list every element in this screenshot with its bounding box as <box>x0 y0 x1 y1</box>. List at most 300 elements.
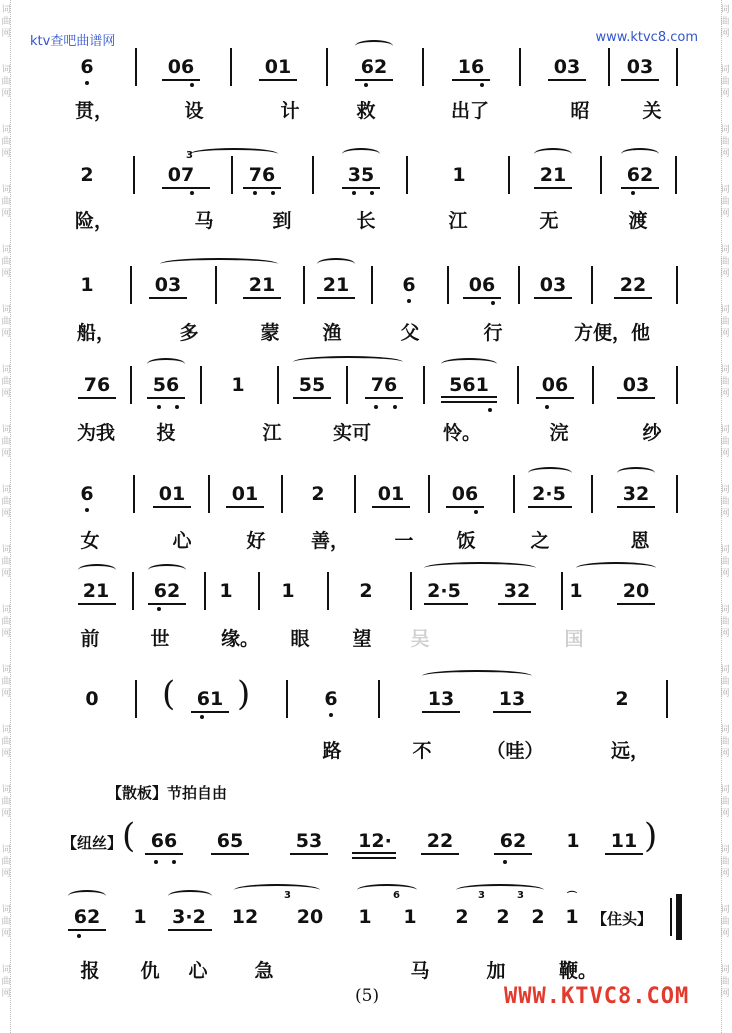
slur <box>234 884 320 896</box>
notation-line-8 <box>0 890 732 938</box>
underline <box>145 853 183 855</box>
lyric: 贯， <box>74 100 114 122</box>
lyric: 方便，他 <box>573 322 651 344</box>
page-number: (5) <box>355 986 380 1006</box>
note: 1 <box>358 906 372 928</box>
underline <box>355 79 393 81</box>
low-dot <box>407 299 411 303</box>
brand-logo[interactable]: WWW.KTVC8.COM <box>504 984 690 1009</box>
barline <box>354 475 356 513</box>
lyric: 善， <box>310 530 350 552</box>
open-paren: ( <box>122 816 136 856</box>
lyric: 报 <box>80 960 100 982</box>
underline <box>211 853 249 855</box>
underline <box>617 506 655 508</box>
lyric: 饭 <box>456 530 476 552</box>
lyric: 多 <box>179 322 199 344</box>
underline <box>617 397 655 399</box>
watermark-text: 词 曲 网 <box>720 185 730 219</box>
lyric: 急 <box>254 960 274 982</box>
barline <box>670 898 672 936</box>
lyric-line-3 <box>0 318 732 358</box>
barline <box>675 156 677 194</box>
note: 2 <box>496 906 510 928</box>
note: 0 <box>85 688 99 710</box>
underline <box>243 187 281 189</box>
notation-line-4 <box>0 366 732 406</box>
slur <box>317 258 355 270</box>
lyric: 昭 <box>570 100 590 122</box>
note: 1 <box>569 580 583 602</box>
low-dot <box>157 405 161 409</box>
note: 66 <box>150 830 178 852</box>
note: 76 <box>370 374 398 396</box>
barline <box>258 572 260 610</box>
lyric: 眼 <box>290 628 310 650</box>
grace-note: 6 <box>393 890 400 901</box>
lyric: 缘。 <box>220 628 260 650</box>
notation-line-1 <box>0 48 732 88</box>
note: 76 <box>83 374 111 396</box>
low-dot <box>190 83 194 87</box>
lyric: 心 <box>172 530 192 552</box>
barline <box>410 572 412 610</box>
lyric: 投 <box>156 422 176 444</box>
underline <box>494 853 532 855</box>
barline <box>518 266 520 304</box>
watermark-text: 词 曲 网 <box>720 605 730 639</box>
underline <box>365 397 403 399</box>
final-barline <box>676 894 682 940</box>
lyric: 关 <box>642 100 662 122</box>
barline <box>517 366 519 404</box>
fermata-icon: ⌒ <box>567 892 577 903</box>
slur <box>621 148 659 160</box>
underline <box>78 603 116 605</box>
underline <box>78 397 116 399</box>
low-dot <box>364 83 368 87</box>
underline <box>463 297 501 299</box>
barline <box>327 572 329 610</box>
tempo-label: 【散板】节拍自由 <box>107 784 228 802</box>
low-dot <box>545 405 549 409</box>
barline <box>676 366 678 404</box>
slur <box>293 356 403 368</box>
note: 32 <box>622 483 650 505</box>
grace-note: 3 <box>284 890 291 901</box>
barline <box>406 156 408 194</box>
low-dot <box>85 508 89 512</box>
underline <box>243 297 281 299</box>
header-site-url[interactable]: www.ktvc8.com <box>595 30 698 45</box>
lyric: 鞭。 <box>558 960 598 982</box>
lyric-line-7 <box>0 736 732 776</box>
low-dot <box>352 191 356 195</box>
notation-line-2 <box>0 150 732 196</box>
note: 53 <box>295 830 323 852</box>
note: 16 <box>457 56 485 78</box>
lyric: 船， <box>76 322 116 344</box>
note: 01 <box>231 483 259 505</box>
lyric-line-4 <box>0 418 732 458</box>
slur <box>528 467 572 479</box>
barline <box>608 48 610 86</box>
watermark-text: 词 曲 网 <box>1 5 11 39</box>
underline <box>352 857 396 859</box>
lyric: 江 <box>448 210 468 232</box>
ending-label: 【住头】 <box>592 910 653 928</box>
low-dot <box>253 191 257 195</box>
notation-line-7 <box>0 674 732 720</box>
underline <box>534 187 572 189</box>
watermark-text: 词 曲 网 <box>1 605 11 639</box>
lyric: 险， <box>74 210 114 232</box>
lyric: 一 <box>394 530 414 552</box>
underline <box>614 297 652 299</box>
barline <box>130 266 132 304</box>
lyric: 浣 <box>549 422 569 444</box>
lyric: 加 <box>486 960 506 982</box>
slur <box>68 890 106 902</box>
barline <box>286 680 288 718</box>
watermark-text: 词 曲 网 <box>1 905 11 939</box>
slur <box>190 148 278 160</box>
note: 62 <box>73 906 101 928</box>
low-dot <box>631 191 635 195</box>
watermark-text: 词 曲 网 <box>1 725 11 759</box>
watermark-text: 词 曲 网 <box>1 365 11 399</box>
watermark-text: 词 曲 网 <box>1 305 11 339</box>
underline <box>342 187 380 189</box>
note: 03 <box>553 56 581 78</box>
underline <box>424 603 468 605</box>
watermark-text: 词 曲 网 <box>720 845 730 879</box>
lyric: 无 <box>539 210 559 232</box>
slur <box>617 467 655 479</box>
barline <box>666 680 668 718</box>
slur <box>357 884 417 896</box>
watermark-text: 词 曲 网 <box>720 725 730 759</box>
note: 12 <box>231 906 259 928</box>
note: 03 <box>622 374 650 396</box>
barline <box>561 572 563 610</box>
underline <box>452 79 490 81</box>
lyric: 救 <box>356 100 376 122</box>
note: 21 <box>322 274 350 296</box>
note: 61 <box>196 688 224 710</box>
note: 21 <box>539 164 567 186</box>
lyric: 出了 <box>450 100 490 122</box>
underline <box>153 506 191 508</box>
lyric: 望 <box>352 628 372 650</box>
note: 01 <box>377 483 405 505</box>
underline <box>446 506 484 508</box>
note: 21 <box>82 580 110 602</box>
note: 1 <box>231 374 245 396</box>
lyric: 江 <box>262 422 282 444</box>
underline <box>352 852 396 854</box>
lyric: 前 <box>80 628 100 650</box>
grace-note: 3 <box>186 150 193 161</box>
barline <box>208 475 210 513</box>
note: 35 <box>347 164 375 186</box>
lyric: 到 <box>272 210 292 232</box>
barline <box>591 266 593 304</box>
lyric: 不 <box>412 740 432 762</box>
lyric: 恩 <box>630 530 650 552</box>
barline <box>513 475 515 513</box>
low-dot <box>271 191 275 195</box>
note: 06 <box>468 274 496 296</box>
slur <box>168 890 212 902</box>
watermark-text: 词 曲 网 <box>1 665 11 699</box>
barline <box>600 156 602 194</box>
instrument-label: 【纽丝】 <box>62 834 123 852</box>
slur <box>355 40 393 52</box>
lyric-faded: 国 <box>564 628 584 650</box>
lyric: 马 <box>410 960 430 982</box>
watermark-text: 词 曲 网 <box>720 905 730 939</box>
watermark-text: 词 曲 网 <box>720 125 730 159</box>
lyric: 怜。 <box>442 422 482 444</box>
note: 01 <box>264 56 292 78</box>
underline <box>536 397 574 399</box>
low-dot <box>154 860 158 864</box>
note: 1 <box>133 906 147 928</box>
underline <box>317 297 355 299</box>
open-paren: ( <box>162 674 176 714</box>
lyric: 为我 <box>76 422 116 444</box>
underline <box>421 853 459 855</box>
underline <box>528 506 572 508</box>
low-dot <box>190 191 194 195</box>
note: 561 <box>449 374 489 396</box>
underline <box>68 929 106 931</box>
lyric-faded: 吴 <box>410 628 430 650</box>
underline <box>147 397 185 399</box>
note: 2 <box>615 688 629 710</box>
note: 03 <box>539 274 567 296</box>
underline <box>441 401 497 403</box>
watermark-text: 词 曲 网 <box>720 365 730 399</box>
note: 06 <box>451 483 479 505</box>
lyric: 实可 <box>332 422 372 444</box>
note: 1 <box>565 906 579 928</box>
note: 3·2 <box>172 906 206 928</box>
underline <box>148 603 186 605</box>
note: 2 <box>80 164 94 186</box>
low-dot <box>172 860 176 864</box>
barline <box>133 475 135 513</box>
note: 6 <box>402 274 416 296</box>
lyric: （哇） <box>486 740 544 762</box>
slur <box>160 258 278 270</box>
barline <box>592 366 594 404</box>
note: 06 <box>541 374 569 396</box>
low-dot <box>157 607 161 611</box>
lyric-line-1 <box>0 96 732 136</box>
note: 2 <box>359 580 373 602</box>
underline <box>534 297 572 299</box>
notation-line-5 <box>0 475 732 515</box>
underline <box>149 297 187 299</box>
watermark-text: 词 曲 网 <box>1 65 11 99</box>
note: 2·5 <box>532 483 566 505</box>
note: 76 <box>248 164 276 186</box>
note: 65 <box>216 830 244 852</box>
note: 2 <box>531 906 545 928</box>
watermark-text: 词 曲 网 <box>720 665 730 699</box>
barline <box>676 48 678 86</box>
lyric: 远， <box>610 740 650 762</box>
underline <box>191 711 229 713</box>
grace-note: 3 <box>517 890 524 901</box>
close-paren: ) <box>644 816 658 856</box>
lyric: 女 <box>80 530 100 552</box>
slur <box>456 884 544 896</box>
underline <box>548 79 586 81</box>
low-dot <box>374 405 378 409</box>
note: 2·5 <box>427 580 461 602</box>
barline <box>281 475 283 513</box>
watermark-text: 词 曲 网 <box>1 185 11 219</box>
watermark-text: 词 曲 网 <box>720 5 730 39</box>
barline <box>303 266 305 304</box>
note: 22 <box>619 274 647 296</box>
underline <box>621 187 659 189</box>
interlude-line <box>0 816 732 862</box>
header-site-name[interactable]: ktv查吧曲谱网 <box>30 34 116 49</box>
barline <box>346 366 348 404</box>
watermark-text: 词 曲 网 <box>1 845 11 879</box>
barline <box>312 156 314 194</box>
underline <box>293 397 331 399</box>
barline <box>230 48 232 86</box>
watermark-text: 词 曲 网 <box>1 125 11 159</box>
slur <box>148 564 186 576</box>
slur <box>342 148 380 160</box>
underline <box>162 79 200 81</box>
note: 1 <box>219 580 233 602</box>
note: 56 <box>152 374 180 396</box>
barline <box>676 475 678 513</box>
barline <box>135 680 137 718</box>
watermark-text: 词 曲 网 <box>720 545 730 579</box>
close-paren: ) <box>237 674 251 714</box>
slur <box>422 670 532 682</box>
barline <box>591 475 593 513</box>
notation-line-3 <box>0 266 732 306</box>
underline <box>259 79 297 81</box>
low-dot <box>480 83 484 87</box>
watermark-text: 词 曲 网 <box>720 305 730 339</box>
watermark-text: 词 曲 网 <box>720 785 730 819</box>
note: 2 <box>455 906 469 928</box>
low-dot <box>370 191 374 195</box>
underline <box>372 506 410 508</box>
underline <box>162 187 210 189</box>
note: 62 <box>499 830 527 852</box>
barline <box>132 572 134 610</box>
lyric: 计 <box>280 100 300 122</box>
barline <box>508 156 510 194</box>
barline <box>428 475 430 513</box>
underline <box>493 711 531 713</box>
underline <box>441 396 497 398</box>
underline <box>168 929 212 931</box>
watermark-text: 词 曲 网 <box>1 965 11 999</box>
low-dot <box>491 301 495 305</box>
lyric: 好 <box>246 530 266 552</box>
lyric: 马 <box>194 210 214 232</box>
lyric: 世 <box>150 628 170 650</box>
slur <box>147 358 185 370</box>
underline <box>617 603 655 605</box>
low-dot <box>503 860 507 864</box>
watermark-text: 词 曲 网 <box>1 425 11 459</box>
note: 21 <box>248 274 276 296</box>
low-dot <box>200 715 204 719</box>
low-dot <box>175 405 179 409</box>
underline <box>422 711 460 713</box>
low-dot <box>329 713 333 717</box>
barline <box>215 266 217 304</box>
barline <box>378 680 380 718</box>
note: 1 <box>452 164 466 186</box>
underline <box>226 506 264 508</box>
barline <box>422 48 424 86</box>
note: 22 <box>426 830 454 852</box>
underline <box>621 79 659 81</box>
lyric: 心 <box>188 960 208 982</box>
lyric: 路 <box>322 740 342 762</box>
barline <box>130 366 132 404</box>
barline <box>371 266 373 304</box>
watermark-text: 词 曲 网 <box>720 65 730 99</box>
notation-line-6 <box>0 572 732 612</box>
note: 13 <box>498 688 526 710</box>
lyric-line-2 <box>0 206 732 246</box>
note: 07 <box>167 164 195 186</box>
lyric: 蒙 <box>260 322 280 344</box>
note: 1 <box>281 580 295 602</box>
underline <box>290 853 328 855</box>
watermark-text: 词 曲 网 <box>720 485 730 519</box>
watermark-text: 词 曲 网 <box>720 425 730 459</box>
note: 62 <box>360 56 388 78</box>
barline <box>135 48 137 86</box>
slur <box>576 562 656 574</box>
lyric: 渡 <box>628 210 648 232</box>
slur <box>441 358 497 370</box>
note: 55 <box>298 374 326 396</box>
lyric: 渔 <box>322 322 342 344</box>
watermark-text: 词 曲 网 <box>1 245 11 279</box>
barline <box>204 572 206 610</box>
note: 03 <box>626 56 654 78</box>
low-dot <box>393 405 397 409</box>
note: 01 <box>158 483 186 505</box>
note: 03 <box>154 274 182 296</box>
note: 12· <box>358 830 392 852</box>
slur <box>424 562 536 574</box>
low-dot <box>85 81 89 85</box>
lyric: 纱 <box>642 422 662 444</box>
note: 20 <box>296 906 324 928</box>
note: 6 <box>324 688 338 710</box>
lyric: 仇 <box>140 960 160 982</box>
note: 62 <box>153 580 181 602</box>
